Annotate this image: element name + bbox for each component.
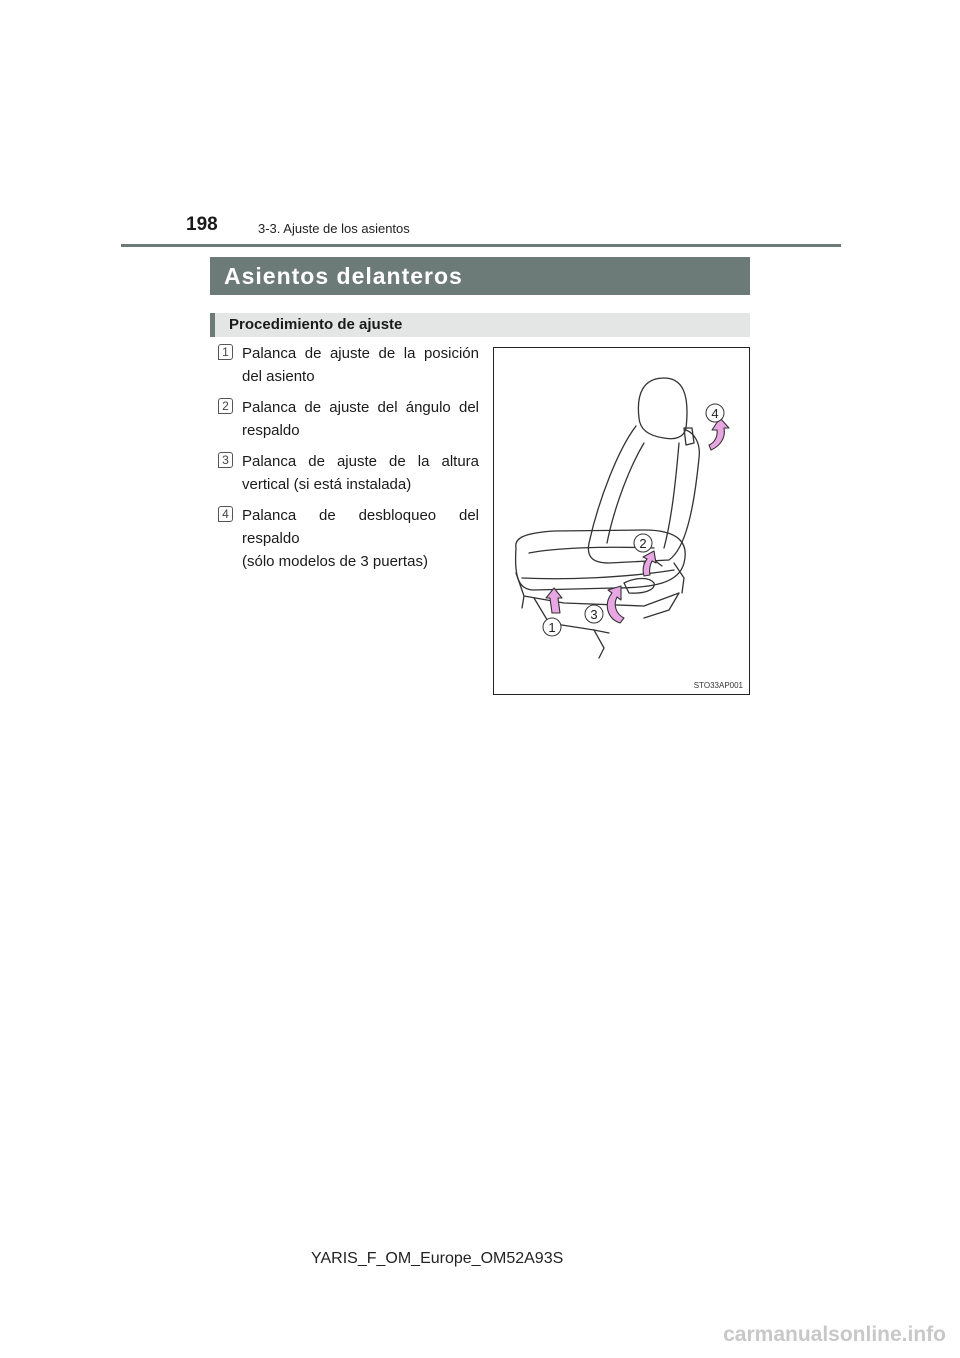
item-text: Palanca de ajuste del ángulo del respaldo: [242, 399, 479, 439]
seat-figure: [493, 347, 750, 695]
section-reference: 3-3. Ajuste de los asientos: [258, 221, 410, 236]
item-text: Palanca de desbloqueo del respaldo (sólo modelos de 3 puertas): [242, 507, 479, 570]
item-text: Palanca de ajuste de la altura vertical (si está instalada): [242, 453, 479, 493]
section-subtitle: Procedimiento de ajuste: [210, 313, 750, 337]
callout-3: 3: [590, 607, 598, 622]
adjustment-list: [214, 342, 479, 581]
list-item: [214, 396, 479, 442]
footer-document-id: YARIS_F_OM_Europe_OM52A93S: [311, 1250, 564, 1267]
item-number-badge: 3: [218, 452, 233, 468]
page-title: Asientos delanteros: [210, 257, 750, 295]
page-number: 198: [186, 214, 218, 235]
watermark: carmanualsonline.info: [723, 1323, 946, 1346]
callout-1: 1: [548, 620, 556, 635]
figure-code: STO33AP001: [693, 681, 743, 690]
list-item: [214, 450, 479, 496]
item-text: Palanca de ajuste de la posición del asiento: [242, 345, 479, 385]
seat-illustration: [494, 348, 749, 694]
item-number-badge: 2: [218, 398, 233, 414]
list-item: [214, 342, 479, 388]
item-number-badge: 1: [218, 344, 233, 360]
list-item: [214, 504, 479, 573]
callout-2: 2: [639, 536, 647, 551]
header-rule: [121, 244, 841, 247]
callout-4: 4: [711, 406, 719, 421]
item-number-badge: 4: [218, 506, 233, 522]
